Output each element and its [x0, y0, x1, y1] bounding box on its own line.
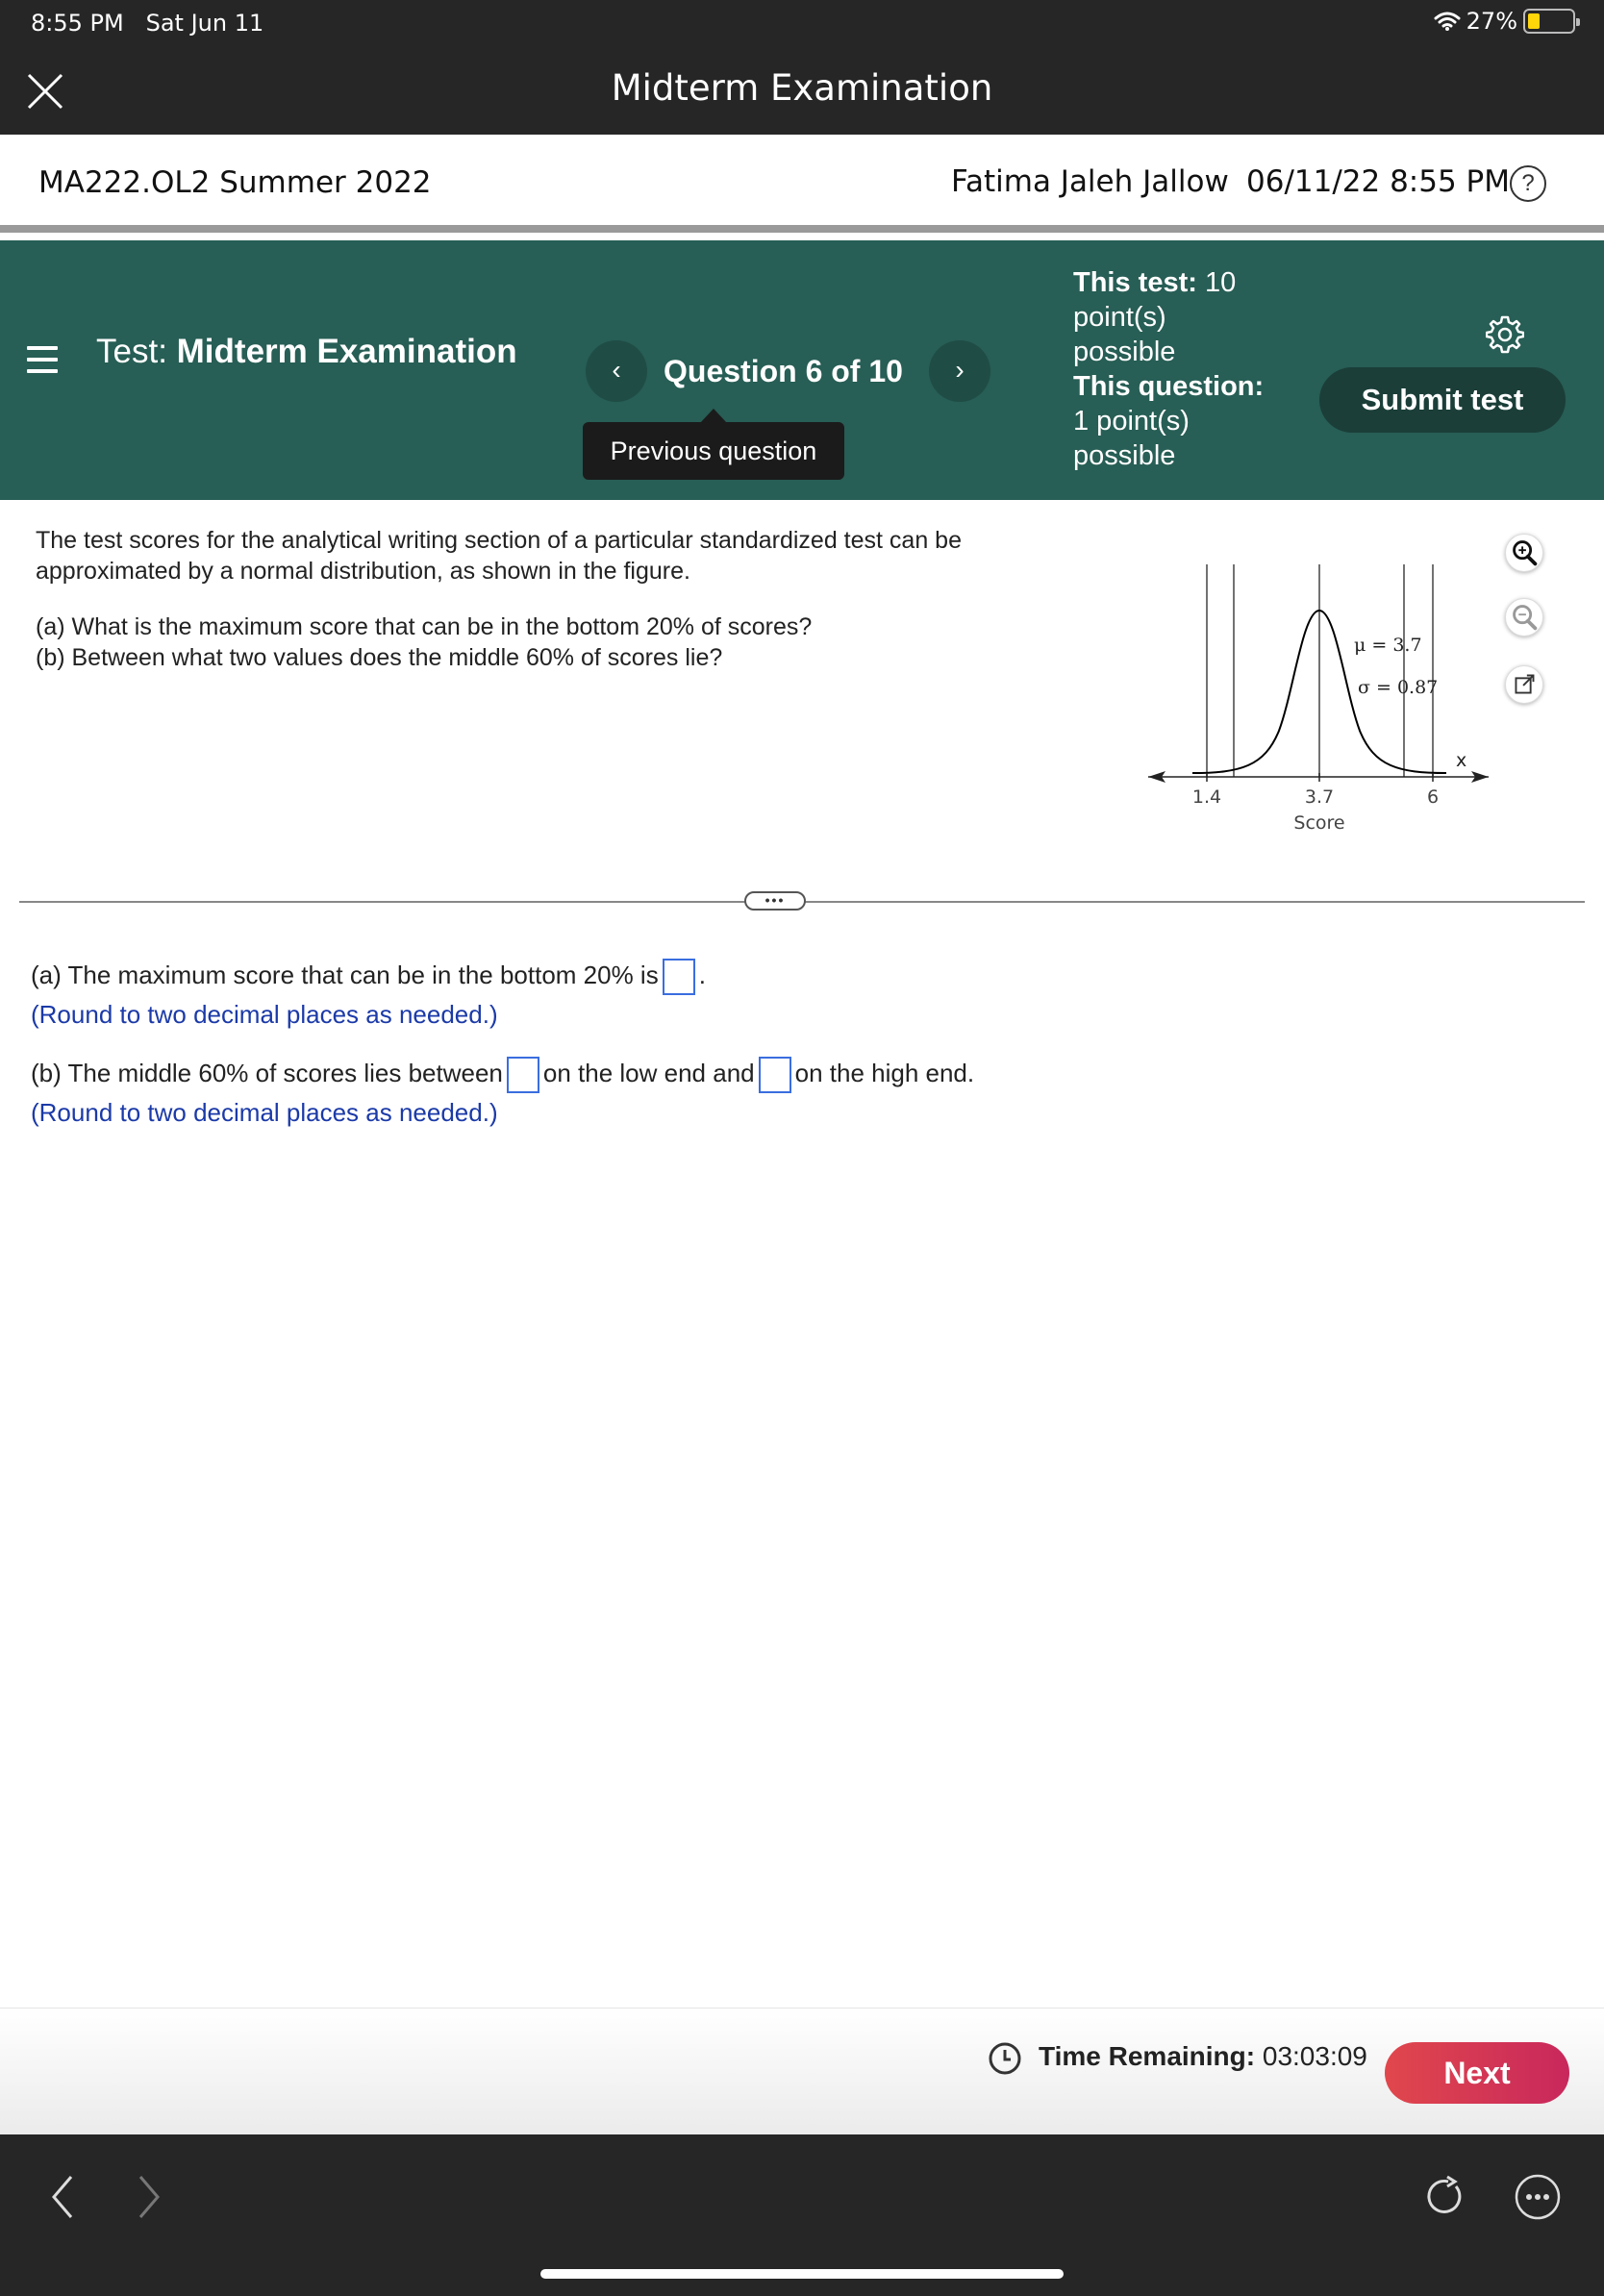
answer-b-middle-text: on the low end and [542, 1058, 755, 1087]
status-date: Sat Jun 11 [145, 10, 264, 37]
answer-b-end-text: on the high end. [794, 1058, 975, 1087]
browser-back-icon[interactable] [48, 2173, 77, 2221]
answer-part-a [31, 959, 706, 995]
answer-b-hint [31, 1098, 498, 1128]
battery-percent: 27% [1466, 8, 1517, 35]
next-question-button[interactable]: › [929, 340, 990, 402]
answer-b-low-input[interactable] [507, 1057, 539, 1093]
question-counter: Question 6 of 10 [664, 354, 903, 388]
student-name: Fatima Jaleh Jallow [951, 164, 1229, 199]
previous-question-button[interactable]: ‹ [586, 340, 647, 402]
answer-a-period: . [698, 960, 706, 989]
answer-part-b [31, 1057, 974, 1093]
footer-bar [0, 2008, 1604, 2134]
axis-title: Score [1293, 812, 1345, 834]
tick-label-mid: 3.7 [1304, 786, 1335, 808]
browser-toolbar [0, 2134, 1604, 2296]
previous-question-tooltip: Previous question [583, 422, 844, 480]
zoom-out-icon[interactable] [1505, 598, 1543, 636]
answer-a-input[interactable] [663, 959, 695, 995]
test-points-label: This test: [1073, 267, 1197, 298]
more-options-icon[interactable]: ••• [744, 891, 806, 911]
question-parts [36, 611, 1045, 673]
normal-distribution-figure [1135, 553, 1500, 841]
menu-icon[interactable] [27, 346, 58, 375]
browser-forward-icon[interactable] [135, 2173, 163, 2221]
tick-label-low: 1.4 [1191, 786, 1222, 808]
more-menu-icon[interactable] [1514, 2173, 1562, 2221]
answer-b-text: (b) The middle 60% of scores lies between [31, 1058, 503, 1087]
gear-icon[interactable] [1486, 315, 1524, 354]
answer-a-hint [31, 1000, 498, 1030]
open-external-icon[interactable] [1505, 665, 1543, 704]
answer-b-hint-text: (Round to two decimal places as needed.) [31, 1098, 498, 1127]
answer-b-high-input[interactable] [759, 1057, 791, 1093]
question-part-b: (b) Between what two values does the middle 60% of scores lie? [36, 644, 723, 671]
top-bar [0, 0, 1604, 135]
help-icon[interactable]: ? [1510, 165, 1546, 202]
status-indicators [1434, 8, 1575, 35]
next-button[interactable]: Next [1385, 2042, 1569, 2104]
question-part-a: (a) What is the maximum score that can be in the bottom 20% of scores? [36, 613, 813, 640]
exam-datetime: 06/11/22 8:55 PM [1246, 164, 1510, 199]
app-title: Midterm Examination [611, 67, 993, 109]
clock-icon [988, 2041, 1022, 2076]
test-title-prefix: Test: [96, 333, 167, 370]
time-remaining [1039, 2041, 1367, 2072]
test-title-name: Midterm Examination [176, 333, 517, 370]
answer-a-hint-text: (Round to two decimal places as needed.) [31, 1000, 498, 1029]
test-points-value: 10 [1204, 267, 1237, 298]
course-strip [0, 135, 1604, 233]
points-info [1073, 265, 1266, 473]
submit-test-button[interactable]: Submit test [1319, 367, 1566, 433]
axis-variable: x [1456, 750, 1467, 771]
sigma-label: σ = 0.87 [1358, 677, 1439, 698]
course-name: MA222.OL2 Summer 2022 [38, 165, 432, 200]
status-time [31, 10, 263, 37]
mu-label: μ = 3.7 [1354, 635, 1422, 656]
tooltip-arrow [700, 409, 727, 423]
time-remaining-value: 03:03:09 [1262, 2041, 1367, 2071]
test-header [0, 240, 1604, 500]
question-text: The test scores for the analytical writing section of a particular standardized test can be approximated by a normal distribution, as shown in the figure. [36, 527, 962, 585]
test-points-unit: point(s) possible [1073, 302, 1176, 367]
tick-label-high: 6 [1426, 786, 1440, 808]
reload-icon[interactable] [1423, 2175, 1467, 2219]
wifi-icon [1434, 11, 1461, 32]
question-points-value: 1 point(s) possible [1073, 406, 1190, 471]
battery-icon [1523, 9, 1575, 34]
zoom-in-icon[interactable] [1505, 534, 1543, 572]
answer-a-text: (a) The maximum score that can be in the bottom 20% is [31, 960, 659, 989]
home-indicator [540, 2269, 1064, 2279]
time-remaining-label: Time Remaining: [1039, 2041, 1256, 2071]
test-title [96, 335, 517, 369]
status-clock: 8:55 PM [31, 10, 124, 37]
question-points-label: This question: [1073, 371, 1265, 402]
